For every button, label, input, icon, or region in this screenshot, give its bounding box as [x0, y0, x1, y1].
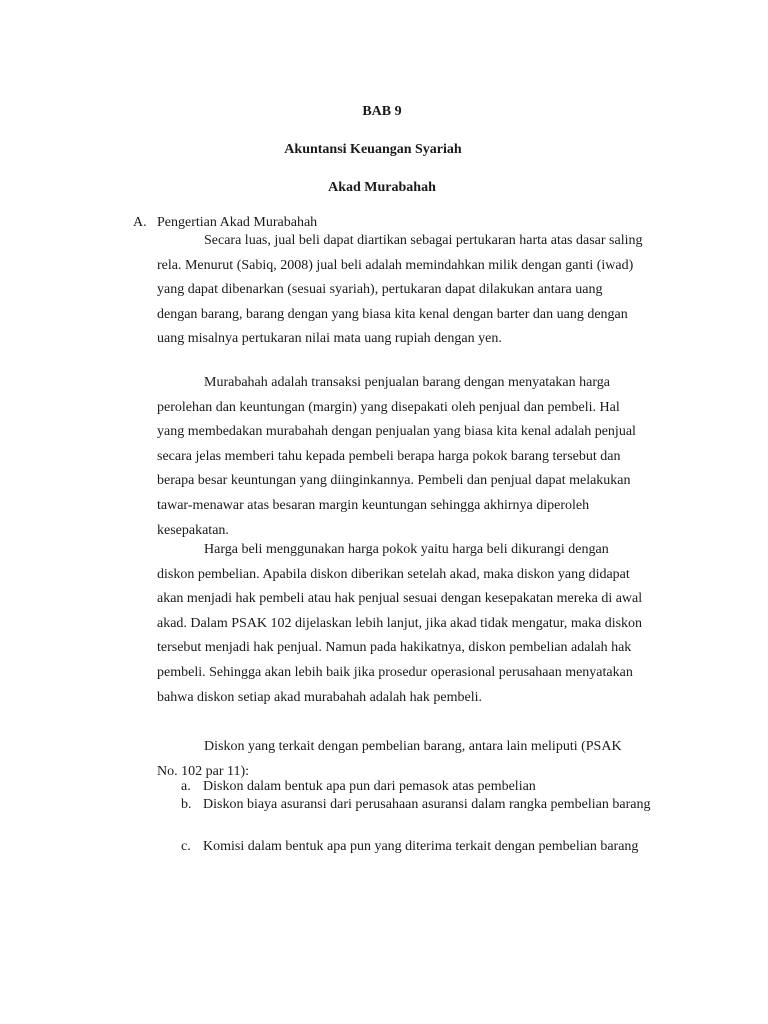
paragraph: Diskon yang terkait dengan pembelian barang, antara lain meliputi (PSAK No. 102 par 11): — [157, 739, 622, 779]
list-item-text: Diskon biaya asuransi dari perusahaan asuransi dalam rangka pembelian barang — [203, 797, 651, 812]
list-item-text: Diskon dalam bentuk apa pun dari pemasok atas pembelian — [203, 779, 536, 794]
list-marker: b. — [181, 797, 192, 812]
chapter-heading: BAB 9 — [362, 104, 402, 119]
paragraph: Murabahah adalah transaksi penjualan barang dengan menyatakan harga perolehan dan keuntungan (margin) yang disepakati oleh penjual dan pembeli. Hal yang membedakan murabahah dengan penjualan yang biasa kita kenal adalah penjual secara jelas memberi tahu kepada pembeli berapa harga pokok barang tersebut dan berapa besar keuntungan yang diinginkannya. Pembeli dan penjual dapat melakukan tawar-menawar atas besaran margin keuntungan sehingga akhirnya diperoleh kesepakatan. — [157, 375, 636, 538]
section-title: Pengertian Akad Murabahah — [157, 215, 318, 230]
chapter-title: Akuntansi Keuangan Syariah — [284, 142, 462, 157]
list-item-text: Komisi dalam bentuk apa pun yang diterima terkait dengan pembelian barang — [203, 839, 639, 854]
list-marker: c. — [181, 839, 191, 854]
paragraph: Secara luas, jual beli dapat diartikan sebagai pertukaran harta atas dasar saling rela. Menurut (Sabiq, 2008) jual beli adalah memindahkan milik dengan ganti (iwad) yang dapat dibenarkan (sesuai syariah), pertukaran dapat dilakukan antara uang dengan barang, barang dengan yang biasa kita kenal dengan barter dan uang dengan uang misalnya pertukaran nilai mata uang rupiah dengan yen. — [157, 233, 643, 347]
chapter-subtitle: Akad Murabahah — [328, 180, 436, 195]
paragraph: Harga beli menggunakan harga pokok yaitu harga beli dikurangi dengan diskon pembelian. Apabila diskon diberikan setelah akad, maka diskon yang didapat akan menjadi hak pembeli atau hak penjual sesuai dengan kesepakatan mereka di awal akad. Dalam PSAK 102 dijelaskan lebih lanjut, jika akad tidak mengatur, maka diskon tersebut menjadi hak penjual. Namun pada hakikatnya, diskon pembelian adalah hak pembeli. Sehingga akan lebih baik jika prosedur operasional perusahaan menyatakan bahwa diskon setiap akad murabahah adalah hak pembeli. — [157, 542, 643, 705]
section-marker: A. — [133, 215, 147, 230]
list-marker: a. — [181, 779, 191, 794]
